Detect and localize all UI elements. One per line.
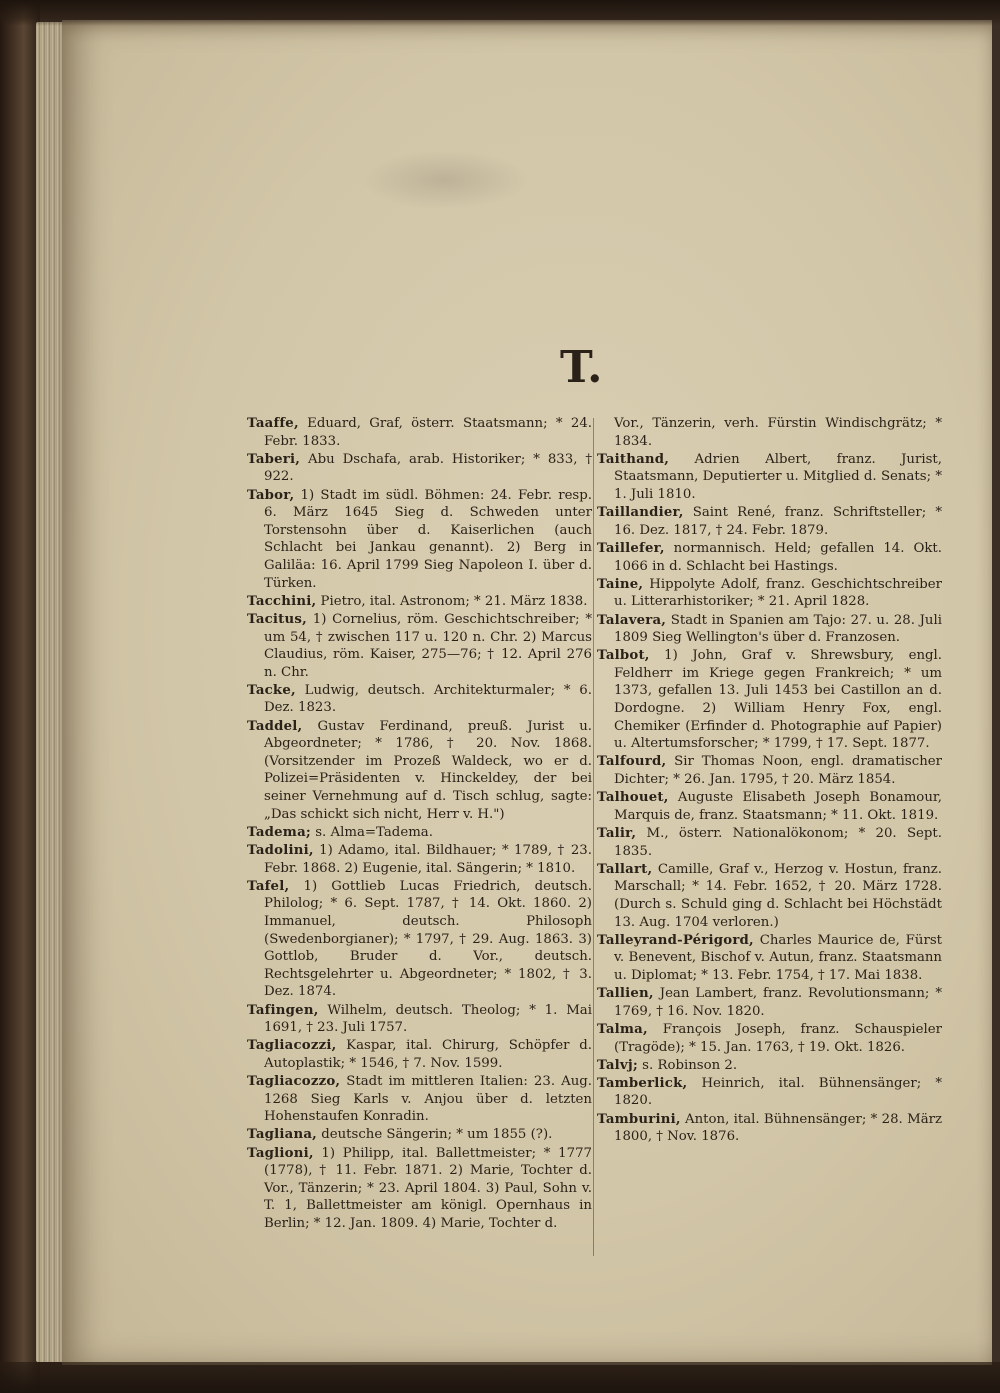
entry-text: 1) Philipp, ital. Ballettmeister; * 1777 (1778), † 11. Febr. 1871. 2) Marie, Tochter d. Vor., Tänzerin; * 23. April 1804. 3) Paul, Sohn v. T. 1, Ballettmeister am königl. Opernhaus in Berlin; * 12. Jan. 1809. 4) Marie, Tochter d. <box>264 1145 593 1232</box>
book-binding <box>0 0 40 1393</box>
entry-headword: Talvj; <box>597 1057 638 1073</box>
dictionary-entry <box>247 451 592 486</box>
dictionary-entry <box>597 647 942 753</box>
entry-text: 1) John, Graf v. Shrewsbury, engl. Feldherr im Kriege gegen Frankreich; * um 1373, gefallen 13. Juli 1453 bei Castillon an d. Dordogne. 2) William Henry Fox, engl. Chemiker (Erfinder d. Photographie auf Papier) u. Altertumsforscher; * 1799, † 17. Sept. 1877. <box>614 648 943 752</box>
entry-headword: Talavera, <box>597 612 667 628</box>
entry-headword: Tagliacozzo, <box>247 1074 341 1090</box>
entry-text: Heinrich, ital. Bühnensänger; * 1820. <box>614 1075 942 1109</box>
dictionary-entry <box>247 842 592 877</box>
column-divider <box>593 418 594 1256</box>
entry-headword: Tagliacozzi, <box>247 1038 337 1054</box>
entry-text: 1) Stadt im südl. Böhmen: 24. Febr. resp. 6. März 1645 Sieg d. Schweden unter Torstensohn über d. Kaiserlichen (auch Schlacht bei Jankau genannt). 2) Berg in Galiläa: 16. April 1799 Sieg Napoleon I. über d. Türken. <box>264 487 592 591</box>
dictionary-entry <box>597 753 942 788</box>
entry-headword: Taine, <box>597 576 644 592</box>
dictionary-entry <box>597 415 942 450</box>
entry-text: M., österr. Nationalökonom; * 20. Sept. 1835. <box>614 826 942 859</box>
entry-headword: Taberi, <box>247 451 301 467</box>
dictionary-entry <box>247 1145 592 1233</box>
entry-headword: Tafel, <box>247 878 290 894</box>
entry-text: Auguste Elisabeth Joseph Bonamour, Marquis de, franz. Staatsmann; * 11. Okt. 1819. <box>614 790 942 823</box>
entry-text: Abu Dschafa, arab. Historiker; * 833, † 922. <box>264 451 592 485</box>
dictionary-entry <box>597 1021 942 1056</box>
entry-text: 1) Cornelius, röm. Geschichtschreiber; * um 54, † zwischen 117 u. 120 n. Chr. 2) Marcus Claudius, röm. Kaiser, 275—76; † 12. April 276 n. Chr. <box>264 611 592 680</box>
entry-text: Camille, Graf v., Herzog v. Hostun, franz. Marschall; * 14. Febr. 1652, † 20. März 1728. (Durch s. Schuld ging d. Schlacht bei Höchstädt 13. Aug. 1704 verloren.) <box>614 861 942 930</box>
section-letter: T. <box>560 342 603 393</box>
bottom-shadow <box>0 1362 1000 1393</box>
entry-headword: Tacke, <box>247 682 296 698</box>
left-column <box>247 415 592 1233</box>
entry-text: Sir Thomas Noon, engl. dramatischer Dichter; * 26. Jan. 1795, † 20. März 1854. <box>614 754 942 788</box>
entry-text: Pietro, ital. Astronom; * 21. März 1838. <box>320 593 588 609</box>
entry-text: Adrien Albert, franz. Jurist, Staatsmann, Deputierter u. Mitglied d. Senats; * 1. Juli 1810. <box>614 451 942 502</box>
dictionary-entry <box>247 415 592 450</box>
entry-headword: Tadolini, <box>247 843 314 858</box>
entry-text: Saint René, franz. Schriftsteller; * 16. Dez. 1817, † 24. Febr. 1879. <box>614 505 942 538</box>
entry-headword: Tafingen, <box>247 1002 319 1018</box>
dictionary-entry <box>597 985 942 1020</box>
entry-headword: Tabor, <box>247 487 295 503</box>
right-column <box>597 415 942 1146</box>
dictionary-entry <box>597 789 942 824</box>
entry-headword: Talbot, <box>597 648 650 664</box>
dictionary-entry <box>247 593 592 611</box>
entry-text: Ludwig, deutsch. Architekturmaler; * 6. Dez. 1823. <box>264 682 592 716</box>
dictionary-entry <box>247 1126 592 1144</box>
entry-headword: Taaffe, <box>247 416 299 431</box>
entry-text: Gustav Ferdinand, preuß. Jurist u. Abgeordneter; * 1786, † 20. Nov. 1868. (Vorsitzender im Prozeß Waldeck, wo er d. Polizei=Präsidenten v. Hinckeldey, der bei seiner Vernehmung auf d. Tisch schlug, sagte: „Das schickt sich nicht, Herr v. H.") <box>264 718 592 822</box>
entry-headword: Tadema; <box>247 824 311 840</box>
dictionary-entry <box>597 504 942 539</box>
dictionary-entry <box>247 824 592 842</box>
entry-text: Stadt im mittleren Italien: 23. Aug. 1268 Sieg Karls v. Anjou über d. letzten Hohenstaufen Konradin. <box>264 1074 592 1125</box>
entry-headword: Talma, <box>597 1021 648 1037</box>
entry-text: Vor., Tänzerin, verh. Fürstin Windischgrätz; * 1834. <box>614 416 942 449</box>
entry-headword: Taithand, <box>597 451 670 467</box>
dictionary-entry <box>597 576 942 611</box>
entry-headword: Taillefer, <box>597 540 665 556</box>
entry-headword: Tamburini, <box>597 1111 681 1127</box>
entry-text: Anton, ital. Bühnensänger; * 28. März 1800, † Nov. 1876. <box>614 1111 942 1145</box>
entry-text: Eduard, Graf, österr. Staatsmann; * 24. Febr. 1833. <box>264 416 593 449</box>
entry-text: François Joseph, franz. Schauspieler (Tragöde); * 15. Jan. 1763, † 19. Okt. 1826. <box>614 1021 942 1055</box>
dictionary-entry <box>247 1073 592 1126</box>
entry-headword: Talir, <box>597 826 637 841</box>
entry-headword: Taillandier, <box>597 505 684 521</box>
dictionary-entry <box>247 878 592 1001</box>
dictionary-entry <box>247 611 592 681</box>
dictionary-entry <box>597 932 942 985</box>
entry-text: Jean Lambert, franz. Revolutionsmann; * 1769, † 16. Nov. 1820. <box>614 986 942 1019</box>
entry-text: Charles Maurice de, Fürst v. Benevent, Bischof v. Autun, franz. Staatsmann u. Diplomat; * 13. Febr. 1754, † 17. Mai 1838. <box>614 932 942 983</box>
entry-text: 1) Adamo, ital. Bildhauer; * 1789, † 23. Febr. 1868. 2) Eugenie, ital. Sängerin; * 1810. <box>264 843 592 876</box>
entry-text: 1) Gottlieb Lucas Friedrich, deutsch. Philolog; * 6. Sept. 1787, † 14. Okt. 1860. 2) Immanuel, deutsch. Philosoph (Swedenborgianer); * 1797, † 29. Aug. 1863. 3) Gottlob, Bruder d. Vor., deutsch. Rechtsgelehrter u. Abgeordneter; * 1802, † 3. Dez. 1874. <box>264 878 592 1000</box>
entry-text: deutsche Sängerin; * um 1855 (?). <box>321 1127 553 1143</box>
dictionary-entry <box>597 1075 942 1110</box>
entry-headword: Tallien, <box>597 986 654 1002</box>
entry-headword: Tacchini, <box>247 593 317 609</box>
entry-headword: Talleyrand-Périgord, <box>597 932 754 948</box>
dictionary-entry <box>247 718 592 824</box>
dictionary-entry <box>247 1037 592 1072</box>
entry-headword: Tacitus, <box>247 611 307 627</box>
entry-text: normannisch. Held; gefallen 14. Okt. 1066 in d. Schlacht bei Hastings. <box>614 540 942 574</box>
entry-headword: Taddel, <box>247 718 303 734</box>
dictionary-entry <box>597 612 942 647</box>
entry-text: Wilhelm, deutsch. Theolog; * 1. Mai 1691, † 23. Juli 1757. <box>264 1002 592 1036</box>
dictionary-entry <box>247 682 592 717</box>
faint-stamp <box>360 150 530 210</box>
entry-text: Stadt in Spanien am Tajo: 27. u. 28. Juli 1809 Sieg Wellington's über d. Franzosen. <box>614 612 942 646</box>
entry-text: s. Robinson 2. <box>642 1057 738 1073</box>
entry-headword: Tagliana, <box>247 1127 317 1143</box>
dictionary-entry <box>247 1002 592 1037</box>
entry-headword: Tamberlick, <box>597 1075 688 1091</box>
entry-headword: Taglioni, <box>247 1145 314 1161</box>
entry-text: Kaspar, ital. Chirurg, Schöpfer d. Autoplastik; * 1546, † 7. Nov. 1599. <box>264 1038 592 1071</box>
top-shadow <box>0 0 1000 26</box>
entry-headword: Tallart, <box>597 861 653 877</box>
dictionary-entry <box>597 1111 942 1146</box>
dictionary-entry <box>247 487 592 593</box>
entry-text: Hippolyte Adolf, franz. Geschichtschreiber u. Litterarhistoriker; * 21. April 1828. <box>614 576 942 610</box>
dictionary-entry <box>597 540 942 575</box>
dictionary-entry <box>597 825 942 860</box>
entry-headword: Talhouet, <box>597 790 669 806</box>
entry-headword: Talfourd, <box>597 754 667 770</box>
dictionary-entry <box>597 1057 942 1075</box>
dictionary-entry <box>597 861 942 931</box>
dictionary-entry <box>597 451 942 504</box>
entry-text: s. Alma=Tadema. <box>315 824 433 840</box>
